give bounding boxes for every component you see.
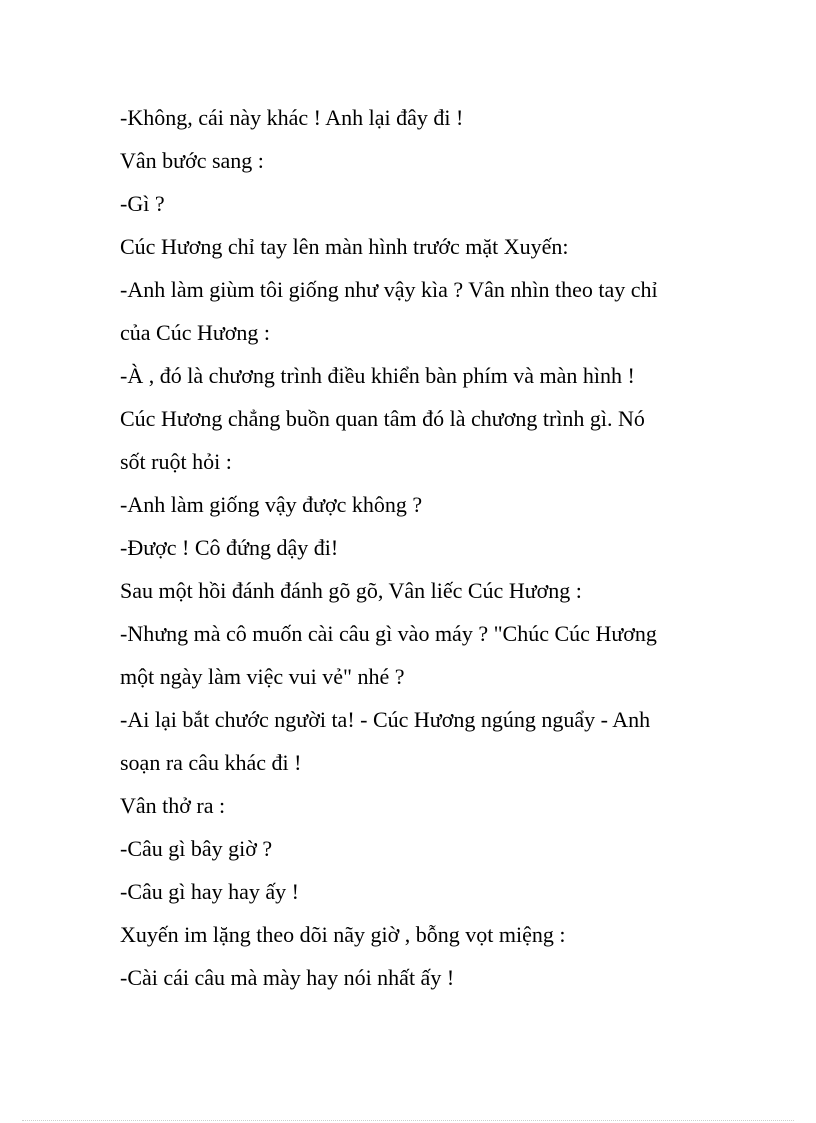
text-line: Cúc Hương chỉ tay lên màn hình trước mặt Xuyến:: [120, 234, 569, 259]
text-line: -Cài cái câu mà mày hay nói nhất ấy !: [120, 965, 455, 990]
text-line: của Cúc Hương :: [120, 320, 271, 345]
text-line: -Câu gì bây giờ ?: [120, 836, 273, 861]
text-line: -Câu gì hay hay ấy !: [120, 879, 299, 904]
text-line: Vân thở ra :: [120, 793, 226, 818]
document-body: [120, 96, 720, 999]
text-line: -Được ! Cô đứng dậy đi!: [120, 535, 339, 560]
text-line: -Anh làm giùm tôi giống như vậy kìa ? Vân nhìn theo tay chỉ: [120, 277, 658, 302]
text-line: -Gì ?: [120, 191, 165, 216]
text-line: sốt ruột hỏi :: [120, 449, 232, 474]
text-line: Sau một hồi đánh đánh gõ gõ, Vân liếc Cúc Hương :: [120, 578, 582, 603]
text-line: -Ai lại bắt chước người ta! - Cúc Hương ngúng nguẩy - Anh: [120, 707, 651, 732]
text-line: soạn ra câu khác đi !: [120, 750, 302, 775]
text-line: -Nhưng mà cô muốn cài câu gì vào máy ? "Chúc Cúc Hương: [120, 621, 657, 646]
text-line: -Không, cái này khác ! Anh lại đây đi !: [120, 105, 464, 130]
text-line: Xuyến im lặng theo dõi nãy giờ , bỗng vọt miệng :: [120, 922, 566, 947]
page-bottom-rule: [22, 1120, 794, 1121]
text-line: một ngày làm việc vui vẻ" nhé ?: [120, 664, 405, 689]
text-line: Cúc Hương chẳng buồn quan tâm đó là chương trình gì. Nó: [120, 406, 645, 431]
text-line: -À , đó là chương trình điều khiển bàn phím và màn hình !: [120, 363, 635, 388]
text-line: -Anh làm giống vậy được không ?: [120, 492, 423, 517]
text-line: Vân bước sang :: [120, 148, 264, 173]
